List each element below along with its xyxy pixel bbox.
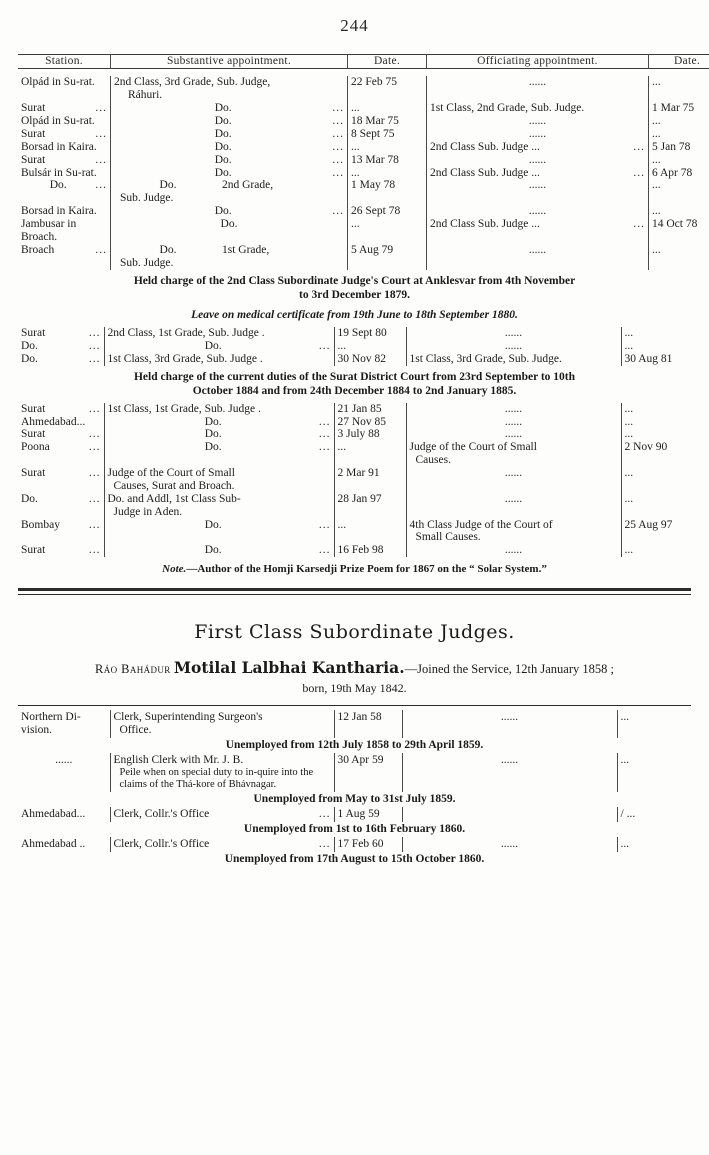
note-held-charge-2	[0, 366, 709, 401]
cell-date-2: / ...	[620, 808, 636, 821]
service-table-3	[18, 403, 691, 558]
cell-officiating: ......	[427, 244, 649, 270]
cell-officiating	[406, 441, 621, 467]
cell-date-2: ...	[652, 243, 661, 256]
cell-substantive	[104, 428, 334, 441]
cell-station: Bulsár in Su-rat.	[18, 167, 111, 180]
subst-trail: ...	[332, 127, 344, 140]
subst-text: Do.	[214, 205, 232, 218]
cell-substantive	[104, 416, 334, 429]
subst-trail: ...	[332, 166, 344, 179]
subst-trail: ...	[332, 102, 344, 115]
interstitial-row	[18, 738, 691, 753]
cell-substantive	[111, 76, 348, 102]
cell-date-1: 17 Feb 60	[334, 837, 402, 852]
table-row	[18, 179, 709, 205]
table-body	[18, 403, 691, 558]
cell-officiating: ......	[406, 467, 621, 493]
cell-date-1: 19 Sept 80	[334, 327, 406, 340]
subst-trail: ...	[318, 415, 331, 428]
cell-substantive	[111, 167, 348, 180]
cell-date-1: 8 Sept 75	[348, 128, 427, 141]
col-date-2: Date.	[673, 55, 701, 67]
cell-substantive	[104, 467, 334, 493]
station-dots: ...	[95, 102, 107, 115]
service-table-2	[18, 327, 691, 366]
subst-text: Do.	[214, 127, 232, 140]
cell-officiating: ......	[427, 128, 649, 141]
cell-date-1: 22 Feb 75	[348, 76, 427, 102]
table-row	[18, 837, 691, 852]
cell-date-1: ...	[334, 441, 406, 467]
station-text: Surat	[21, 402, 46, 415]
station-text: Poona	[21, 441, 50, 454]
note-held-charge-1	[0, 270, 709, 305]
cell-station	[18, 179, 111, 205]
cell-station	[18, 128, 111, 141]
offic-text-2: Causes.	[415, 454, 451, 467]
station-dots: ...	[88, 340, 101, 353]
cell-date-2: 14 Oct 78	[652, 218, 698, 230]
cell-date-2: 2 Nov 90	[624, 441, 668, 454]
cell-officiating: ......	[427, 115, 649, 128]
subst-text: Do.	[204, 518, 222, 531]
cell-date-1: 30 Apr 59	[334, 753, 402, 792]
person-born: born, 19th May 1842.	[302, 680, 407, 695]
station-text: Do.	[21, 353, 38, 365]
station-dots: ...	[95, 127, 107, 140]
subst-trail: ...	[318, 340, 331, 353]
cell-officiating: ......	[427, 154, 649, 167]
offic-text: 4th Class Judge of the Court of	[409, 518, 553, 531]
cell-station: Northern Di-vision.	[18, 710, 110, 738]
offic-text: 2nd Class Sub. Judge ...	[430, 218, 540, 230]
service-table-4-wrapper	[18, 710, 691, 868]
cell-station	[18, 544, 104, 557]
station-dots: ...	[95, 243, 107, 256]
cell-substantive	[104, 519, 334, 545]
subst-trail: ...	[318, 808, 331, 821]
cell-substantive	[104, 441, 334, 467]
table-row	[18, 753, 691, 792]
cell-date-1: 12 Jan 58	[334, 710, 402, 738]
cell-date-2: ...	[624, 467, 634, 479]
note-line-2: October 1884 and from 24th December 1884 to 2nd January 1885.	[192, 385, 517, 398]
cell-officiating	[427, 218, 649, 244]
station-dots: ...	[88, 353, 101, 365]
cell-date-1: 13 Mar 78	[348, 154, 427, 167]
table-row	[18, 327, 691, 340]
cell-date-1: ...	[334, 519, 406, 545]
cell-station	[18, 428, 104, 441]
note-line-1: Held charge of the current duties of the Surat District Court from 23rd September to 10th	[133, 370, 576, 383]
service-table-3-wrapper	[18, 403, 691, 558]
cell-date-2: ...	[620, 710, 630, 723]
subst-text: Do.	[214, 115, 232, 127]
service-table-1-wrapper	[18, 54, 701, 270]
table-row	[18, 76, 709, 102]
station-dots: ...	[95, 153, 107, 166]
cell-date-1: ...	[348, 141, 427, 154]
station-dots: ...	[88, 441, 101, 454]
cell-date-2: 6 Apr 78	[652, 166, 693, 179]
cell-date-1: 1 May 78	[348, 179, 427, 205]
cell-date-1: 30 Nov 82	[334, 353, 406, 366]
cell-officiating: 1st Class, 2nd Grade, Sub. Judge.	[427, 102, 649, 115]
cell-date-2: 25 Aug 97	[624, 518, 673, 531]
station-dots: ...	[88, 467, 101, 479]
cell-station	[18, 244, 111, 270]
subst-grade: 2nd Grade,	[222, 179, 274, 192]
offic-trail: ...	[633, 166, 645, 179]
subst-text: Clerk, Collr.'s Office	[113, 808, 210, 821]
cell-station: Ahmedabad ..	[18, 837, 110, 852]
station-text: Broach	[21, 243, 55, 256]
subst-text: Do.	[204, 415, 222, 428]
cell-date-1: 28 Jan 97	[334, 493, 406, 519]
subst-text: Clerk, Collr.'s Office	[113, 838, 210, 851]
cell-station: Ahmedabad...	[18, 416, 104, 429]
subst-text-2: Ráhuri.	[128, 89, 163, 102]
table-row	[18, 218, 709, 244]
cell-station	[18, 327, 104, 340]
footnote-text: —Author of the Homji Karsedji Prize Poem for 1867 on the “ Solar System.”	[186, 563, 547, 576]
col-substantive: Substantive appointment.	[111, 55, 348, 69]
subst-text: Do.	[214, 153, 232, 166]
cell-date-2: ...	[652, 127, 661, 140]
station-text: Surat	[21, 544, 46, 557]
table-row	[18, 68, 709, 76]
person-honorific: Ráo Bahádur	[95, 662, 171, 677]
cell-officiating	[402, 807, 617, 822]
cell-station	[18, 403, 104, 416]
cell-date-1: 18 Mar 75	[348, 115, 427, 128]
subst-text: Do.	[204, 441, 222, 454]
subst-text-2: Peile when on special duty to in-quire into the claims of the Thá-kore of Bhávnagar.	[119, 767, 314, 791]
person-joined: —Joined the Service, 12th January 1858 ;	[404, 662, 614, 677]
cell-date-2: ...	[652, 76, 661, 89]
subst-text: Do.	[159, 179, 177, 192]
cell-substantive: 1st Class, 1st Grade, Sub. Judge .	[104, 403, 334, 416]
cell-station	[18, 353, 104, 366]
cell-officiating	[427, 167, 649, 180]
station-text: Surat	[21, 153, 46, 166]
station-dots: ...	[95, 179, 107, 192]
col-officiating: Officiating appointment.	[427, 55, 649, 69]
cell-substantive	[104, 544, 334, 557]
subst-trail: ...	[318, 544, 331, 557]
cell-substantive	[110, 710, 334, 738]
subst-text-2: Causes, Surat and Broach.	[113, 479, 235, 492]
cell-station: ......	[18, 753, 110, 792]
cell-officiating	[427, 141, 649, 154]
cell-date-2: ...	[620, 838, 630, 851]
interstitial-row	[18, 792, 691, 807]
cell-date-1: ...	[348, 102, 427, 115]
cell-date-2: ...	[624, 402, 634, 415]
cell-station	[18, 519, 104, 545]
cell-date-2: 5 Jan 78	[652, 140, 691, 153]
subst-trail: ...	[332, 205, 344, 218]
subst-text: Do.	[214, 166, 232, 179]
cell-date-2: ...	[624, 415, 634, 428]
subst-text: Do.	[214, 140, 232, 153]
cell-officiating: ......	[406, 544, 621, 557]
person-name: Motilal Lalbhai Kantharia.	[173, 658, 405, 678]
cell-date-1: 26 Sept 78	[348, 205, 427, 218]
col-date-1: Date.	[348, 55, 427, 69]
station-dots: ...	[88, 518, 101, 531]
subst-text-2: Judge in Aden.	[113, 505, 183, 518]
subst-text: Clerk, Superintending Surgeon's	[113, 710, 263, 723]
station-text: Do.	[49, 179, 67, 192]
footnote-label: Note.	[162, 563, 187, 576]
subst-trail: ...	[318, 441, 331, 454]
station-text: Do.	[21, 340, 38, 353]
cell-station: Jambusar in Broach.	[18, 218, 111, 244]
station-text: Do.	[21, 492, 38, 505]
cell-substantive: 2nd Class, 1st Grade, Sub. Judge .	[104, 327, 334, 340]
offic-text: 2nd Class Sub. Judge ...	[430, 140, 540, 153]
cell-officiating: ......	[402, 753, 617, 792]
cell-substantive	[104, 493, 334, 519]
interstitial-row	[18, 852, 691, 867]
service-table-4	[18, 710, 691, 868]
section-title: First Class Subordinate Judges.	[194, 621, 515, 644]
cell-date-1: 16 Feb 98	[334, 544, 406, 557]
station-text: Bombay	[21, 518, 60, 531]
leave-note-1: Leave on medical certificate from 19th June to 18th September 1880.	[191, 309, 518, 322]
subst-trail: ...	[332, 153, 344, 166]
subst-text: Judge of the Court of Small	[107, 467, 235, 479]
offic-text: Judge of the Court of Small	[409, 441, 537, 454]
cell-substantive	[111, 141, 348, 154]
cell-station: Borsad in Kaira.	[18, 141, 111, 154]
cell-officiating: ......	[406, 403, 621, 416]
cell-substantive	[111, 244, 348, 270]
note-line-2: to 3rd December 1879.	[299, 288, 410, 301]
cell-date-1: 3 July 88	[334, 428, 406, 441]
cell-date-2: ...	[624, 327, 634, 340]
subst-text: 2nd Class, 3rd Grade, Sub. Judge,	[114, 76, 271, 89]
subst-trail: ...	[332, 140, 344, 153]
cell-date-2: ...	[652, 153, 661, 166]
table-body	[18, 710, 691, 868]
table-row	[18, 141, 709, 154]
subst-trail: ...	[318, 428, 331, 441]
subst-text: Do.	[204, 544, 222, 557]
subst-trail: ...	[318, 518, 331, 531]
cell-date-1: 5 Aug 79	[348, 244, 427, 270]
cell-date-1: 27 Nov 85	[334, 416, 406, 429]
cell-date-1: 21 Jan 85	[334, 403, 406, 416]
cell-substantive	[111, 154, 348, 167]
table-row	[18, 102, 709, 115]
table-row	[18, 807, 691, 822]
cell-substantive	[111, 179, 348, 205]
unemployed-note: Unemployed from 1st to 16th February 1860.	[243, 823, 466, 836]
cell-station	[18, 102, 111, 115]
unemployed-note: Unemployed from 17th August to 15th October 1860.	[224, 853, 485, 866]
table-row	[18, 340, 691, 353]
cell-station	[18, 441, 104, 467]
table-body	[18, 327, 691, 366]
station-text: Surat	[21, 102, 46, 115]
cell-substantive	[110, 753, 334, 792]
table-row	[18, 544, 691, 557]
cell-date-2: ...	[652, 179, 661, 192]
cell-date-1: 2 Mar 91	[334, 467, 406, 493]
cell-substantive	[111, 102, 348, 115]
cell-officiating: ......	[427, 76, 649, 102]
page-number: 244	[340, 16, 369, 35]
table-body	[18, 68, 709, 269]
cell-station	[18, 467, 104, 493]
author-footnote	[0, 557, 709, 580]
table-row	[18, 441, 691, 467]
table-row	[18, 519, 691, 545]
table-row	[18, 244, 709, 270]
person-heading	[0, 657, 709, 696]
table-row	[18, 428, 691, 441]
subst-text-2: Sub. Judge.	[120, 256, 174, 269]
cell-station: Ahmedabad...	[18, 807, 110, 822]
section2-divider	[18, 705, 691, 706]
cell-station	[18, 154, 111, 167]
table-row	[18, 710, 691, 738]
cell-officiating: 1st Class, 3rd Grade, Sub. Judge.	[406, 353, 621, 366]
cell-date-2: ...	[620, 753, 630, 766]
cell-date-1: ...	[348, 218, 427, 244]
cell-date-2: ...	[624, 492, 634, 505]
station-dots: ...	[88, 428, 101, 441]
cell-date-1: 1 Aug 59	[334, 807, 402, 822]
subst-text: Do.	[204, 428, 222, 441]
station-dots: ...	[88, 492, 101, 505]
cell-substantive: 1st Class, 3rd Grade, Sub. Judge .	[104, 353, 334, 366]
cell-date-2: ...	[624, 340, 634, 353]
subst-grade: 1st Grade,	[222, 243, 270, 256]
cell-station	[18, 340, 104, 353]
table-row	[18, 403, 691, 416]
station-text: Surat	[21, 467, 46, 479]
cell-officiating	[406, 519, 621, 545]
cell-date-2: ...	[652, 115, 661, 127]
cell-officiating: ......	[406, 416, 621, 429]
station-text: Surat	[21, 327, 46, 340]
table-row	[18, 416, 691, 429]
table-row	[18, 154, 709, 167]
subst-trail: ...	[318, 838, 331, 851]
section-divider-thick	[18, 588, 691, 591]
cell-officiating: ......	[402, 710, 617, 738]
offic-trail: ...	[633, 218, 645, 230]
table-row	[18, 353, 691, 366]
col-station: Station.	[18, 55, 111, 69]
subst-text-2: Sub. Judge.	[120, 192, 174, 205]
subst-text: Do.	[214, 102, 232, 115]
cell-date-2: ...	[624, 544, 634, 557]
station-text: Surat	[21, 428, 46, 441]
cell-officiating: ......	[402, 837, 617, 852]
table-header	[18, 55, 709, 69]
cell-substantive	[110, 837, 334, 852]
cell-date-2: ...	[652, 205, 661, 218]
cell-officiating: ......	[406, 493, 621, 519]
cell-substantive	[111, 115, 348, 128]
table-row	[18, 167, 709, 180]
cell-substantive: Do.	[111, 218, 348, 244]
table-row	[18, 115, 709, 128]
station-dots: ...	[88, 327, 101, 340]
table-row	[18, 467, 691, 493]
service-table-1	[18, 54, 709, 270]
cell-date-2: 30 Aug 81	[624, 353, 673, 365]
cell-date-1: ...	[348, 167, 427, 180]
station-text: Surat	[21, 127, 46, 140]
unemployed-note: Unemployed from May to 31st July 1859.	[253, 792, 456, 805]
cell-substantive	[111, 205, 348, 218]
cell-substantive	[111, 128, 348, 141]
note-line-1: Held charge of the 2nd Class Subordinate Judge's Court at Anklesvar from 4th November	[133, 274, 576, 287]
interstitial-row	[18, 822, 691, 837]
service-table-2-wrapper	[18, 327, 691, 366]
cell-substantive	[104, 340, 334, 353]
cell-officiating: ......	[406, 428, 621, 441]
station-dots: ...	[88, 544, 101, 557]
cell-station: Olpád in Su-rat.	[18, 115, 111, 128]
cell-station: Borsad in Kaira.	[18, 205, 111, 218]
table-row	[18, 493, 691, 519]
station-dots: ...	[88, 402, 101, 415]
cell-officiating: ......	[406, 340, 621, 353]
cell-officiating: ......	[406, 327, 621, 340]
subst-trail: ...	[332, 115, 344, 127]
offic-text: 2nd Class Sub. Judge ...	[430, 166, 540, 179]
subst-text: Do. and Addl, 1st Class Sub-	[107, 492, 241, 505]
table-row	[18, 205, 709, 218]
cell-station: Olpád in Su-rat.	[18, 76, 111, 102]
cell-date-1: ...	[334, 340, 406, 353]
unemployed-note: Unemployed from 12th July 1858 to 29th April 1859.	[225, 738, 484, 751]
table-row	[18, 128, 709, 141]
cell-date-2: 1 Mar 75	[652, 102, 695, 115]
cell-station	[18, 493, 104, 519]
subst-text: Do.	[159, 243, 177, 256]
subst-text: Do.	[204, 340, 222, 353]
subst-text-2: Office.	[119, 723, 152, 736]
cell-officiating: ......	[427, 205, 649, 218]
header-row	[18, 55, 709, 69]
cell-substantive	[110, 807, 334, 822]
cell-date-2: ...	[624, 428, 634, 441]
offic-trail: ...	[633, 140, 645, 153]
offic-text-2: Small Causes.	[415, 531, 481, 544]
cell-officiating: ......	[427, 179, 649, 205]
subst-text: English Clerk with Mr. J. B.	[113, 753, 244, 766]
